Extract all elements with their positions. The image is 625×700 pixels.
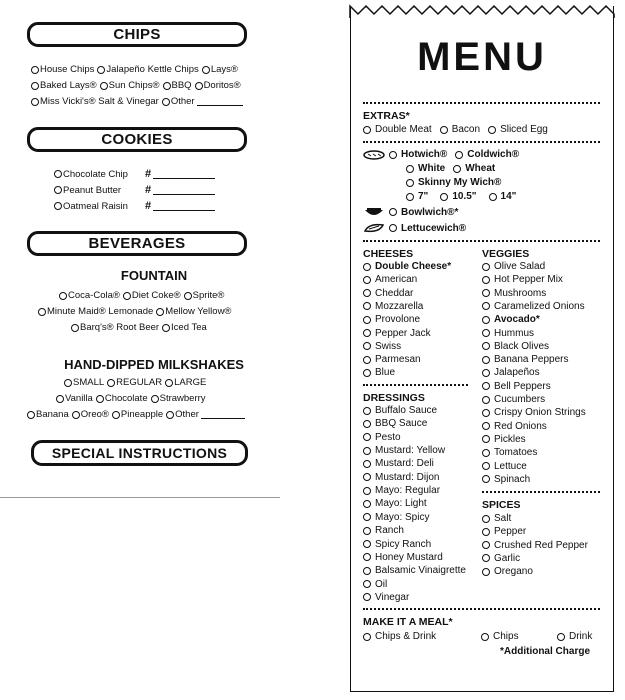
radio-circle-icon[interactable] — [363, 369, 371, 377]
skinny-row: Skinny My Wich® — [406, 177, 501, 188]
radio-circle-icon[interactable] — [482, 396, 490, 404]
radio-circle-icon[interactable] — [488, 126, 496, 134]
meal-option[interactable]: Chips & Drink — [363, 631, 436, 642]
radio-circle-icon[interactable] — [363, 447, 371, 455]
radio-circle-icon[interactable] — [162, 98, 170, 106]
cheese-option[interactable]: American — [363, 274, 417, 285]
size-row: 7" 10.5" 14" — [406, 191, 516, 202]
veggie-option[interactable]: Tomatoes — [482, 447, 537, 458]
veggie-option[interactable]: Hummus — [482, 328, 534, 339]
radio-circle-icon[interactable] — [363, 289, 371, 297]
dressing-option[interactable]: Buffalo Sauce — [363, 405, 437, 416]
radio-circle-icon[interactable] — [363, 126, 371, 134]
extras-label: EXTRAS* — [363, 110, 410, 122]
bread-type-row: Hotwich® Coldwich® — [363, 149, 519, 160]
cookie-qty-line[interactable] — [153, 170, 215, 179]
veggie-option[interactable]: Jalapeños — [482, 367, 540, 378]
radio-circle-icon[interactable] — [389, 151, 397, 159]
bread-color-row: White Wheat — [406, 163, 495, 174]
radio-circle-icon[interactable] — [481, 633, 489, 641]
radio-circle-icon[interactable] — [363, 407, 371, 415]
cheese-option[interactable]: Mozzarella — [363, 301, 423, 312]
radio-circle-icon[interactable] — [363, 263, 371, 271]
radio-circle-icon[interactable] — [363, 302, 371, 310]
radio-circle-icon[interactable] — [482, 289, 490, 297]
cookie-row[interactable]: Oatmeal Raisin # — [54, 200, 215, 212]
dressing-option[interactable]: Ranch — [363, 525, 404, 536]
radio-circle-icon[interactable] — [482, 369, 490, 377]
dressing-option[interactable]: Oil — [363, 579, 387, 590]
radio-circle-icon[interactable] — [363, 473, 371, 481]
flavor-option[interactable]: Strawberry — [151, 393, 206, 404]
radio-circle-icon[interactable] — [482, 316, 490, 324]
veggie-option[interactable]: Lettuce — [482, 461, 527, 472]
radio-circle-icon[interactable] — [195, 82, 203, 90]
dressings-label: DRESSINGS — [363, 392, 425, 404]
cookies-header: COOKIES — [27, 127, 247, 152]
drink-option[interactable]: Sprite® — [184, 290, 225, 301]
milkshake-sizes — [64, 377, 209, 388]
drink-option[interactable]: Coca-Cola® — [59, 290, 120, 301]
flavor-option-other[interactable]: Other — [166, 409, 245, 420]
chips-option[interactable]: Sun Chips® — [100, 80, 160, 91]
chips-row-3 — [31, 96, 246, 107]
radio-circle-icon[interactable] — [406, 193, 414, 201]
drink-option[interactable]: Barq's® Root Beer — [71, 322, 159, 333]
veggie-option[interactable]: Pickles — [482, 434, 526, 445]
dressing-option[interactable]: Mustard: Dijon — [363, 472, 439, 483]
chips-option-other[interactable]: Other — [162, 96, 243, 107]
spice-option[interactable]: Pepper — [482, 526, 526, 537]
dressing-option[interactable]: Mayo: Light — [363, 498, 427, 509]
radio-circle-icon[interactable] — [482, 462, 490, 470]
radio-circle-icon[interactable] — [123, 292, 131, 300]
dressing-option[interactable]: Mayo: Spicy — [363, 512, 429, 523]
radio-circle-icon[interactable] — [163, 82, 171, 90]
flavor-option[interactable]: Banana — [27, 409, 69, 420]
radio-circle-icon[interactable] — [156, 308, 164, 316]
spice-option[interactable]: Garlic — [482, 553, 520, 564]
radio-circle-icon[interactable] — [64, 379, 72, 387]
cookie-qty-line[interactable] — [153, 202, 215, 211]
radio-circle-icon[interactable] — [165, 379, 173, 387]
veggie-option[interactable]: Banana Peppers — [482, 354, 569, 365]
veggie-option[interactable]: Caramelized Onions — [482, 301, 585, 312]
radio-circle-icon[interactable] — [482, 302, 490, 310]
veggie-option[interactable]: Hot Pepper Mix — [482, 274, 563, 285]
radio-circle-icon[interactable] — [184, 292, 192, 300]
chips-option[interactable]: House Chips — [31, 64, 94, 75]
chips-header: CHIPS — [27, 22, 247, 47]
cheese-option[interactable]: Cheddar — [363, 288, 413, 299]
radio-circle-icon[interactable] — [557, 633, 565, 641]
beverages-header: BEVERAGES — [27, 231, 247, 256]
radio-circle-icon[interactable] — [100, 82, 108, 90]
radio-circle-icon[interactable] — [406, 165, 414, 173]
dressing-option[interactable]: Pesto — [363, 432, 401, 443]
chips-option[interactable]: Baked Lays® — [31, 80, 97, 91]
radio-circle-icon[interactable] — [482, 342, 490, 350]
radio-circle-icon[interactable] — [71, 324, 79, 332]
radio-circle-icon[interactable] — [482, 435, 490, 443]
radio-circle-icon[interactable] — [482, 356, 490, 364]
radio-circle-icon[interactable] — [166, 411, 174, 419]
veggie-option[interactable]: Avocado* — [482, 314, 540, 325]
flavor-option[interactable]: Chocolate — [96, 393, 148, 404]
radio-circle-icon[interactable] — [363, 342, 371, 350]
veggie-option[interactable]: Olive Salad — [482, 261, 545, 272]
radio-circle-icon[interactable] — [482, 541, 490, 549]
radio-circle-icon[interactable] — [59, 292, 67, 300]
spice-option[interactable]: Crushed Red Pepper — [482, 540, 588, 551]
radio-circle-icon[interactable] — [482, 475, 490, 483]
radio-circle-icon[interactable] — [112, 411, 120, 419]
meal-option[interactable]: Chips — [481, 631, 519, 642]
veggie-option[interactable]: Mushrooms — [482, 288, 546, 299]
chips-row-2 — [31, 80, 244, 91]
radio-circle-icon[interactable] — [363, 593, 371, 601]
radio-circle-icon[interactable] — [54, 170, 62, 178]
radio-circle-icon[interactable] — [72, 411, 80, 419]
dressing-option[interactable]: Mustard: Yellow — [363, 445, 445, 456]
lettuce-wrap-icon — [363, 222, 385, 234]
drink-option[interactable]: Diet Coke® — [123, 290, 181, 301]
radio-circle-icon[interactable] — [363, 513, 371, 521]
flavor-option[interactable]: Vanilla — [56, 393, 93, 404]
radio-circle-icon[interactable] — [202, 66, 210, 74]
fountain-row-1 — [59, 290, 227, 301]
radio-circle-icon[interactable] — [482, 449, 490, 457]
radio-circle-icon[interactable] — [482, 515, 490, 523]
veggie-option[interactable]: Crispy Onion Strings — [482, 407, 586, 418]
fountain-label: FOUNTAIN — [120, 268, 188, 283]
radio-circle-icon[interactable] — [482, 276, 490, 284]
dressing-option[interactable]: Mayo: Regular — [363, 485, 440, 496]
radio-circle-icon[interactable] — [54, 186, 62, 194]
flavor-option[interactable]: Pineapple — [112, 409, 163, 420]
dressing-option[interactable]: BBQ Sauce — [363, 418, 427, 429]
dressing-option[interactable]: Balsamic Vinaigrette — [363, 565, 466, 576]
meal-option[interactable]: Drink — [557, 631, 592, 642]
fountain-row-3 — [71, 322, 210, 333]
radio-circle-icon[interactable] — [363, 356, 371, 364]
chips-option[interactable]: BBQ — [163, 80, 192, 91]
radio-circle-icon[interactable] — [363, 553, 371, 561]
divider — [363, 102, 600, 104]
radio-circle-icon[interactable] — [440, 193, 448, 201]
radio-circle-icon[interactable] — [482, 422, 490, 430]
radio-circle-icon[interactable] — [31, 66, 39, 74]
veggies-label: VEGGIES — [482, 248, 530, 260]
dressing-option[interactable]: Vinegar — [363, 592, 409, 603]
spice-option[interactable]: Oregano — [482, 566, 533, 577]
chips-option[interactable]: Doritos® — [195, 80, 241, 91]
divider — [482, 491, 600, 493]
dressing-option[interactable]: Mustard: Deli — [363, 458, 434, 469]
radio-circle-icon[interactable] — [54, 202, 62, 210]
drink-option[interactable]: Mellow Yellow® — [156, 306, 231, 317]
radio-circle-icon[interactable] — [363, 329, 371, 337]
radio-circle-icon[interactable] — [363, 540, 371, 548]
radio-circle-icon[interactable] — [363, 527, 371, 535]
radio-circle-icon[interactable] — [363, 633, 371, 641]
flavor-other-line[interactable] — [201, 410, 245, 419]
veggie-option[interactable]: Red Onions — [482, 421, 547, 432]
cheese-option[interactable]: Provolone — [363, 314, 420, 325]
chips-option[interactable]: Lays® — [202, 64, 238, 75]
radio-circle-icon[interactable] — [31, 98, 39, 106]
radio-circle-icon[interactable] — [482, 554, 490, 562]
radio-circle-icon[interactable] — [489, 193, 497, 201]
lettucewich-row: Lettucewich® — [363, 222, 466, 234]
veggie-option[interactable]: Spinach — [482, 474, 530, 485]
radio-circle-icon[interactable] — [363, 500, 371, 508]
divider — [363, 608, 600, 610]
radio-circle-icon[interactable] — [96, 395, 104, 403]
bowl-icon — [363, 206, 385, 218]
radio-circle-icon[interactable] — [482, 263, 490, 271]
chips-other-line[interactable] — [197, 97, 243, 106]
extras-row: Double Meat Bacon Sliced Egg — [363, 124, 548, 135]
divider — [363, 240, 600, 242]
radio-circle-icon[interactable] — [363, 276, 371, 284]
radio-circle-icon[interactable] — [482, 409, 490, 417]
flavor-option[interactable]: Oreo® — [72, 409, 109, 420]
spices-label: SPICES — [482, 499, 521, 511]
radio-circle-icon[interactable] — [440, 126, 448, 134]
special-instructions-header: SPECIAL INSTRUCTIONS — [31, 440, 248, 466]
radio-circle-icon[interactable] — [151, 395, 159, 403]
drink-option[interactable]: Minute Maid® Lemonade — [38, 306, 153, 317]
radio-circle-icon[interactable] — [363, 580, 371, 588]
veggie-option[interactable]: Cucumbers — [482, 394, 545, 405]
chips-option[interactable]: Jalapeño Kettle Chips — [97, 64, 198, 75]
left-panel-bottom-edge — [0, 497, 280, 498]
meal-label: MAKE IT A MEAL* — [363, 616, 453, 628]
radio-circle-icon[interactable] — [38, 308, 46, 316]
cheese-option[interactable]: Swiss — [363, 341, 401, 352]
drink-option[interactable]: Iced Tea — [162, 322, 207, 333]
divider — [363, 384, 468, 386]
chips-row-1 — [31, 64, 241, 75]
bowlwich-row: Bowlwich®* — [363, 206, 458, 218]
additional-charge-note: *Additional Charge — [500, 646, 591, 657]
cheeses-label: CHEESES — [363, 248, 414, 260]
fountain-row-2 — [38, 306, 234, 317]
chips-option[interactable]: Miss Vicki's® Salt & Vinegar — [31, 96, 159, 107]
radio-circle-icon[interactable] — [482, 382, 490, 390]
cheese-option[interactable]: Parmesan — [363, 354, 421, 365]
spice-option[interactable]: Salt — [482, 513, 511, 524]
radio-circle-icon[interactable] — [363, 433, 371, 441]
veggie-option[interactable]: Bell Peppers — [482, 381, 551, 392]
cheese-option[interactable]: Blue — [363, 367, 395, 378]
milkshakes-label: HAND-DIPPED MILKSHAKES — [64, 357, 244, 372]
radio-circle-icon[interactable] — [363, 316, 371, 324]
radio-circle-icon[interactable] — [56, 395, 64, 403]
radio-circle-icon[interactable] — [482, 329, 490, 337]
dressing-option[interactable]: Spicy Ranch — [363, 539, 431, 550]
cheese-option[interactable]: Double Cheese* — [363, 261, 451, 272]
size-option[interactable]: REGULAR — [107, 377, 162, 388]
radio-circle-icon[interactable] — [363, 460, 371, 468]
radio-circle-icon[interactable] — [363, 420, 371, 428]
radio-circle-icon[interactable] — [482, 568, 490, 576]
radio-circle-icon[interactable] — [455, 151, 463, 159]
dressing-option[interactable]: Honey Mustard — [363, 552, 443, 563]
radio-circle-icon[interactable] — [162, 324, 170, 332]
sandwich-roll-icon — [363, 150, 385, 160]
veggie-option[interactable]: Black Olives — [482, 341, 549, 352]
size-option[interactable]: LARGE — [165, 377, 206, 388]
radio-circle-icon[interactable] — [27, 411, 35, 419]
size-option[interactable]: SMALL — [64, 377, 104, 388]
radio-circle-icon[interactable] — [406, 179, 414, 187]
radio-circle-icon[interactable] — [453, 165, 461, 173]
cheese-option[interactable]: Pepper Jack — [363, 328, 431, 339]
radio-circle-icon[interactable] — [363, 487, 371, 495]
cookie-row[interactable]: Peanut Butter # — [54, 184, 215, 196]
milkshake-flavors-1 — [56, 393, 209, 404]
radio-circle-icon[interactable] — [97, 66, 105, 74]
radio-circle-icon[interactable] — [107, 379, 115, 387]
divider — [363, 141, 600, 143]
cookie-qty-line[interactable] — [153, 186, 215, 195]
radio-circle-icon[interactable] — [389, 208, 397, 216]
radio-circle-icon[interactable] — [482, 528, 490, 536]
milkshake-flavors-2 — [27, 409, 248, 420]
radio-circle-icon[interactable] — [363, 567, 371, 575]
cookie-row[interactable]: Chocolate Chip # — [54, 168, 215, 180]
menu-title: MENU — [417, 35, 547, 79]
radio-circle-icon[interactable] — [31, 82, 39, 90]
radio-circle-icon[interactable] — [389, 224, 397, 232]
